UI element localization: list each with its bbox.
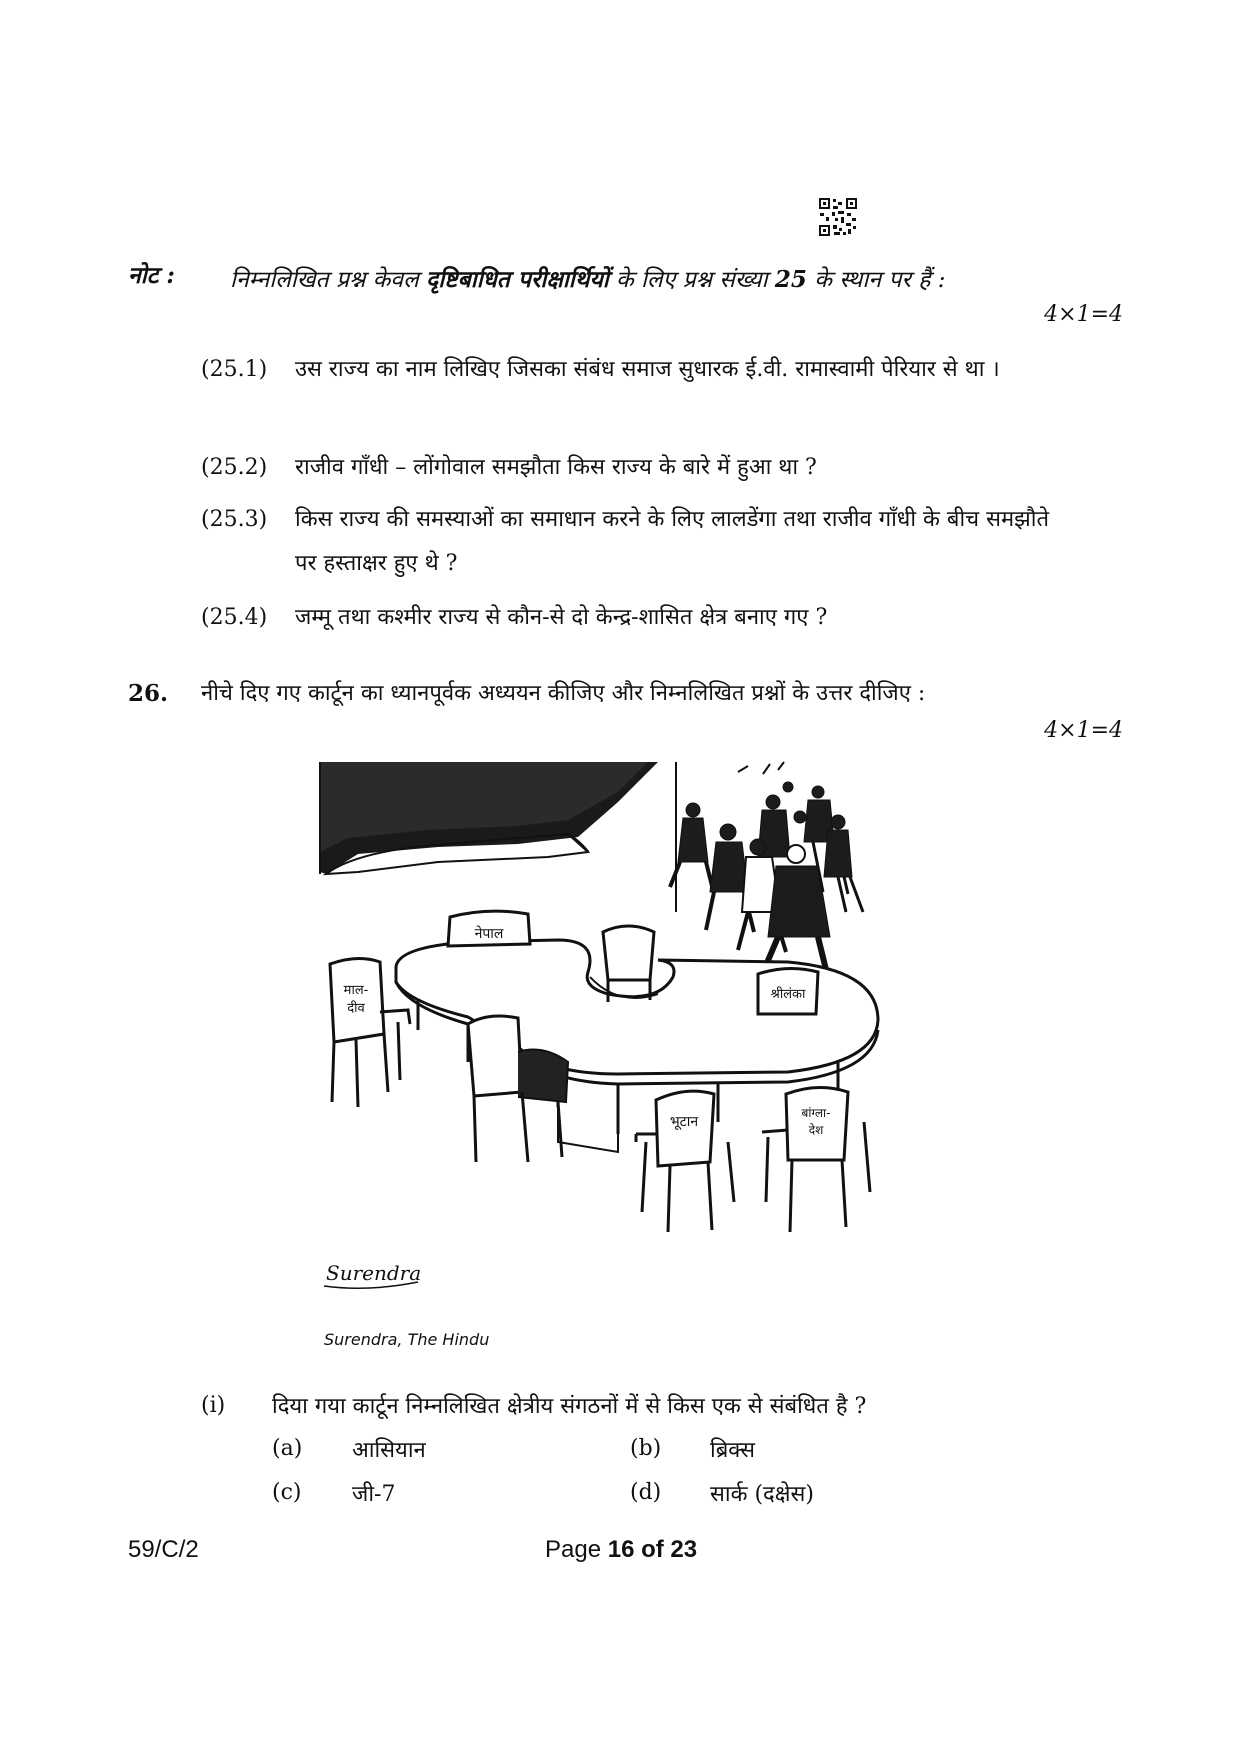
- option-c-label: (c): [272, 1480, 302, 1505]
- note-marks: 4×1=4: [1044, 302, 1123, 327]
- question-i-text: दिया गया कार्टून निम्नलिखित क्षेत्रीय संगठनों में से किस एक से संबंधित है ?: [272, 1394, 867, 1419]
- subquestion-number: (25.3): [201, 507, 268, 532]
- chair-label-bhutan: भूटान: [669, 1114, 699, 1130]
- question-26-text: नीचे दिए गए कार्टून का ध्यानपूर्वक अध्ययन कीजिए और निम्नलिखित प्रश्नों के उत्तर दीजिए :: [201, 681, 926, 706]
- footer-paper-code: 59/C/2: [128, 1536, 199, 1563]
- chair-label-srilanka: श्रीलंका: [770, 987, 806, 1002]
- chair-label-maldives-1: माल-: [343, 983, 369, 998]
- cartoon-credit: Surendra, The Hindu: [324, 1330, 490, 1349]
- subquestion-number: (25.4): [201, 605, 268, 630]
- chair-label-maldives-2: दीव: [347, 1001, 365, 1016]
- subquestion-text: उस राज्य का नाम लिखिए जिसका संबंध समाज सुधारक ई.वी. रामास्वामी पेरियार से था ।: [295, 357, 1000, 382]
- question-i-number: (i): [201, 1393, 226, 1418]
- chair-label-nepal: नेपाल: [474, 926, 504, 942]
- chair-label-bangladesh-2: देश: [808, 1123, 824, 1137]
- option-d-text: सार्क (दक्षेस): [710, 1482, 814, 1507]
- subquestion-text: राजीव गाँधी – लोंगोवाल समझौता किस राज्य के बारे में हुआ था ?: [295, 455, 817, 480]
- subquestion-text: जम्मू तथा कश्मीर राज्य से कौन-से दो केन्द्र-शासित क्षेत्र बनाए गए ?: [295, 605, 828, 630]
- question-26-marks: 4×1=4: [1044, 718, 1123, 743]
- saarc-cartoon: [318, 762, 916, 1285]
- subquestion-number: (25.1): [201, 357, 268, 382]
- option-c-text: जी-7: [352, 1482, 396, 1507]
- note-label: नोट :: [128, 262, 175, 289]
- note-text: निम्नलिखित प्रश्न केवल दृष्टिबाधित परीक्षार्थियों के लिए प्रश्न संख्या 25 के स्थान पर हैं :: [230, 266, 946, 293]
- option-a-text: आसियान: [352, 1438, 426, 1463]
- chair-label-bangladesh-1: बांग्ला-: [801, 1106, 831, 1120]
- subquestion-number: (25.2): [201, 455, 268, 480]
- option-d-label: (d): [630, 1480, 662, 1505]
- note-question-number: 25: [774, 266, 807, 293]
- footer-page-number: Page 16 of 23: [545, 1536, 698, 1563]
- question-26-number: 26.: [128, 680, 169, 707]
- qr-code-icon: [818, 197, 858, 237]
- option-b-label: (b): [630, 1436, 662, 1461]
- option-a-label: (a): [272, 1436, 303, 1461]
- subquestion-text: किस राज्य की समस्याओं का समाधान करने के लिए लालडेंगा तथा राजीव गाँधी के बीच समझौते पर हस्ताक्षर हुए थे ?: [295, 507, 1050, 576]
- note-emphasis: दृष्टिबाधित परीक्षार्थियों: [426, 266, 609, 293]
- option-b-text: ब्रिक्स: [710, 1438, 755, 1463]
- cartoon-signature: Surendra: [326, 1261, 422, 1285]
